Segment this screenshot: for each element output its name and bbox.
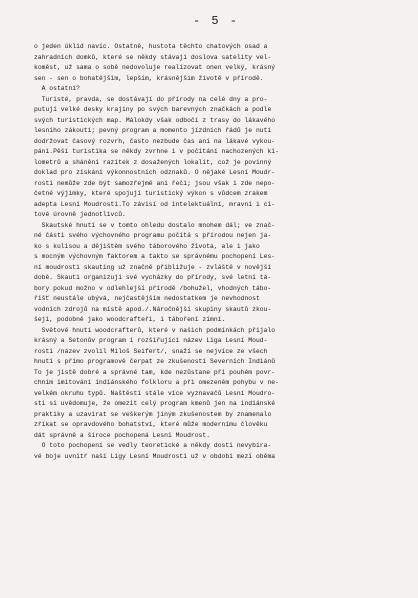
text-line: tové úrovně jednotlivců. xyxy=(34,211,126,218)
paragraph xyxy=(34,221,398,326)
paragraph xyxy=(34,326,398,442)
text-line: o jeden úklid navíc. Ostatně, hustota těchto chatových osad a xyxy=(34,43,268,50)
text-line: době. Skauti organizují své vycházky do přírody, své letní tá- xyxy=(34,274,272,281)
text-line: s mocným výchovným faktorem a takto se správnému pochopení Les- xyxy=(34,253,276,260)
text-line: ní moudrosti skauting už značně přibližuje - zvláště v novější xyxy=(34,263,272,271)
text-line: A ostatní? xyxy=(34,85,80,92)
text-line: Světové hnutí woodcrafterů, které v našich podmínkách přijalo xyxy=(34,326,276,334)
text-line: vodních zdrojů na místě apod./.Náročnější skupiny skautů zkou- xyxy=(34,305,272,313)
text-line: šejí, podobně jako woodcrafteři, i táboření zimní. xyxy=(34,316,226,323)
text-line: bory pokud možno v odlehlejší přírodě /bohužel, vhodných tábo- xyxy=(34,284,272,292)
paragraph xyxy=(34,42,398,95)
text-line: putují velké desky krajiny po svých barevných značkách a podle xyxy=(34,106,272,113)
text-line: vé boje uvnitř naší Ligy Lesní Moudrosti už v období mezi oběma xyxy=(34,452,276,460)
text-line: koměst, už sama o sobě nedovoluje realizovat onen velký, krásný xyxy=(34,64,276,71)
text-line: lesního zákoutí; pevný program a momento jízdních řádů je nutí xyxy=(34,127,272,134)
text-line: lometrů a shánění razítek z dosažených lokalit, což je povinný xyxy=(34,158,272,166)
text-line: To je jistě dobré a správné tam, kde nezůstane při pouhém povr- xyxy=(34,368,276,376)
text-line: krásný a Setonův program i rozšiřující název Liga Lesní Moud- xyxy=(34,337,268,344)
text-line: rosti /název zvolil Miloš Seifert/, snaží se nejvíce ze všech xyxy=(34,347,268,355)
text-line: rosti nemůže zde být samozřejmě ani řeči; jsou však i zde nepo- xyxy=(34,179,276,187)
text-line: O toto pochopení se vedly teoretické a někdy dosti nevybíra- xyxy=(34,442,272,449)
text-line: Turisté, pravda, se dostávají do přírody na celé dny a pro- xyxy=(34,95,268,103)
text-line: četné výjimky, které spojují turistický výkon s vůdcem zrakem xyxy=(34,190,268,197)
text-line: Skautské hnutí se v tomto ohledu dostalo mnohem dál; ve znač- xyxy=(34,221,276,229)
text-line: né části svého výchovného programu počítá s přírodou nejen ja- xyxy=(34,232,272,239)
page-number: - 5 - xyxy=(192,14,239,28)
text-line: doklad pro získání výkonnostních odznaků. O nějaké Lesní Moudr- xyxy=(34,169,276,176)
text-line: chním imitování indiánského folkloru a při omezeném pohybu v ne- xyxy=(34,379,279,386)
text-line: zahradních domků, které se někdy stávají doslova satelity vel- xyxy=(34,53,272,61)
text-line: ko s kulisou a dějištěm svého táborového života, ale i jako xyxy=(34,242,260,250)
text-line: sen - sen o bohatějším, lepším, krásnějším životě v přírodě. xyxy=(34,74,264,82)
text-line: sti si uvědomuje, že omezit celý program kmenů jen na indiánské xyxy=(34,400,276,407)
paragraph xyxy=(34,441,398,462)
text-line: adepta Lesní Moudrosti.To závisí od intelektuální, mravní i ci- xyxy=(34,200,276,208)
text-line: praktiky a uzavírat se veškerým jiným zkušenostem by znamenalo xyxy=(34,410,272,418)
text-line: řišť neustále ubývá, nejčastějším nedostatkem je nevhodnost xyxy=(34,295,260,302)
text-line: dodržovat časový rozvrh, často nezbude čas ani na lákavé vykou- xyxy=(34,137,276,145)
body-text xyxy=(34,42,398,462)
text-line: zříkat se opravdového bohatství, které může modernímu člověku xyxy=(34,421,268,428)
text-line: hnutí s přímo programově čerpat ze zkušeností Severních Indiánů xyxy=(34,358,276,365)
paragraph xyxy=(34,95,398,221)
text-line: dát správně a široce pochopená Lesní Moudrost. xyxy=(34,431,211,439)
text-line: pání.Pěší turistika se někdy zvrhne i v počítání nachozených ki- xyxy=(34,148,279,155)
text-line: svých turistických map. Málokdy však odbočí z trasy do lákavého xyxy=(34,116,276,124)
text-line: velkém okruhu typů. Naštěstí stále více vyznavačů Lesní Moudro- xyxy=(34,389,276,397)
